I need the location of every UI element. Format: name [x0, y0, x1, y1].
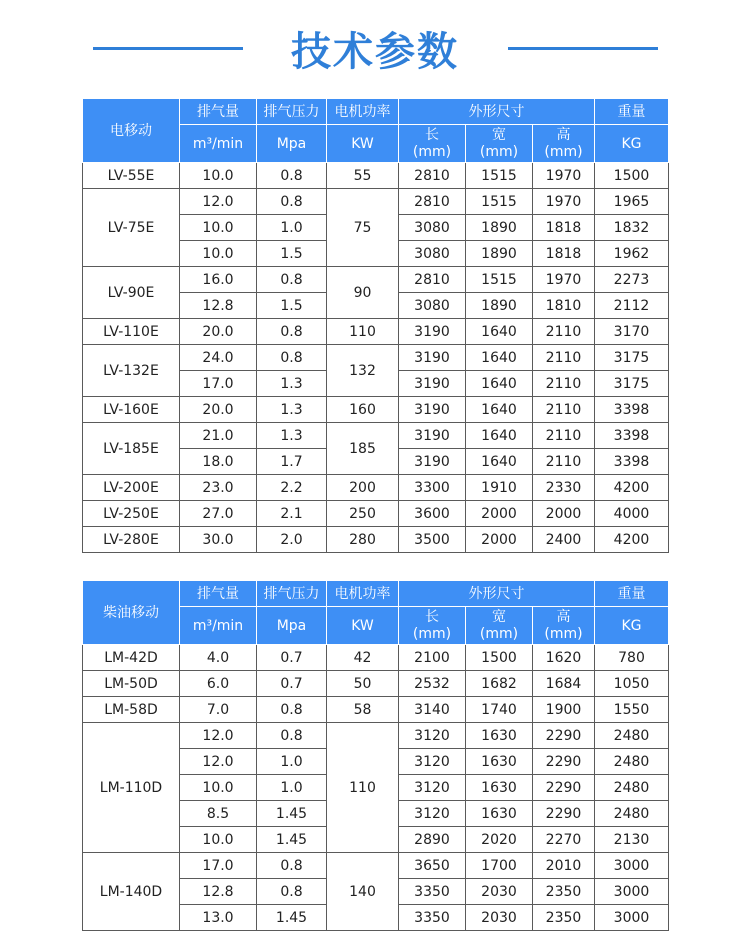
cell-width: 1515: [466, 189, 533, 215]
cell-weight: 2480: [595, 801, 669, 827]
unit-power: KW: [327, 125, 399, 163]
unit-displacement: m³/min: [180, 125, 257, 163]
cell-length: 3350: [399, 879, 466, 905]
cell-motor-power: 75: [327, 189, 399, 267]
table-row: [83, 423, 669, 449]
cell-height: 2290: [533, 801, 595, 827]
cell-height: 2110: [533, 397, 595, 423]
cell-model: LM-42D: [83, 645, 180, 671]
cell-pressure: 1.5: [257, 241, 327, 267]
cell-pressure: 1.0: [257, 215, 327, 241]
table-row: [83, 475, 669, 501]
cell-displacement: 30.0: [180, 527, 257, 553]
cell-displacement: 20.0: [180, 397, 257, 423]
cell-motor-power: 200: [327, 475, 399, 501]
cell-motor-power: 185: [327, 423, 399, 475]
cell-weight: 4000: [595, 501, 669, 527]
cell-model: LV-110E: [83, 319, 180, 345]
cell-length: 2810: [399, 163, 466, 189]
cell-height: 1900: [533, 697, 595, 723]
cell-pressure: 0.8: [257, 723, 327, 749]
cell-pressure: 1.7: [257, 449, 327, 475]
cell-weight: 2480: [595, 775, 669, 801]
cell-length: 3190: [399, 371, 466, 397]
header-width-label: 宽: [492, 608, 506, 625]
cell-width: 1890: [466, 241, 533, 267]
cell-width: 1640: [466, 319, 533, 345]
table-row: [83, 163, 669, 189]
cell-length: 2810: [399, 189, 466, 215]
cell-pressure: 0.7: [257, 645, 327, 671]
header-row: [83, 99, 669, 125]
cell-height: 2110: [533, 449, 595, 475]
cell-pressure: 0.8: [257, 267, 327, 293]
cell-model: LM-50D: [83, 671, 180, 697]
cell-displacement: 21.0: [180, 423, 257, 449]
page-title: 技术参数: [291, 29, 459, 75]
cell-height: 1970: [533, 189, 595, 215]
header-weight: 重量: [595, 581, 669, 607]
cell-displacement: 12.0: [180, 749, 257, 775]
cell-length: 3300: [399, 475, 466, 501]
cell-length: 2100: [399, 645, 466, 671]
cell-weight: 3175: [595, 345, 669, 371]
table-row: [83, 697, 669, 723]
cell-width: 2000: [466, 501, 533, 527]
unit-pressure: Mpa: [257, 607, 327, 645]
cell-height: 2110: [533, 423, 595, 449]
cell-pressure: 1.45: [257, 827, 327, 853]
cell-width: 1515: [466, 267, 533, 293]
cell-height: 1810: [533, 293, 595, 319]
header-length-unit: (mm): [412, 143, 452, 160]
cell-model: LV-55E: [83, 163, 180, 189]
header-dimensions: 外形尺寸: [399, 581, 595, 607]
cell-weight: 3175: [595, 371, 669, 397]
cell-model: LV-185E: [83, 423, 180, 475]
cell-height: 1970: [533, 267, 595, 293]
cell-width: 1890: [466, 215, 533, 241]
cell-width: 2000: [466, 527, 533, 553]
cell-height: 2400: [533, 527, 595, 553]
cell-length: 3080: [399, 293, 466, 319]
cell-motor-power: 42: [327, 645, 399, 671]
cell-motor-power: 280: [327, 527, 399, 553]
cell-motor-power: 55: [327, 163, 399, 189]
cell-pressure: 2.0: [257, 527, 327, 553]
cell-width: 1500: [466, 645, 533, 671]
cell-height: 2350: [533, 879, 595, 905]
cell-pressure: 1.3: [257, 371, 327, 397]
cell-width: 1630: [466, 723, 533, 749]
cell-length: 3350: [399, 905, 466, 931]
header-height: [533, 607, 595, 645]
header-length-unit: (mm): [412, 625, 452, 642]
cell-displacement: 13.0: [180, 905, 257, 931]
table-row: [83, 189, 669, 215]
cell-height: 1818: [533, 241, 595, 267]
cell-pressure: 0.8: [257, 853, 327, 879]
cell-model: LV-160E: [83, 397, 180, 423]
cell-length: 3190: [399, 449, 466, 475]
cell-displacement: 4.0: [180, 645, 257, 671]
table-row: [83, 267, 669, 293]
cell-width: 1515: [466, 163, 533, 189]
cell-length: 3190: [399, 423, 466, 449]
cell-height: 1970: [533, 163, 595, 189]
cell-length: 3120: [399, 749, 466, 775]
cell-height: 2010: [533, 853, 595, 879]
cell-displacement: 17.0: [180, 371, 257, 397]
unit-pressure: Mpa: [257, 125, 327, 163]
cell-weight: 1500: [595, 163, 669, 189]
cell-length: 2532: [399, 671, 466, 697]
cell-width: 1640: [466, 345, 533, 371]
header-length: [399, 607, 466, 645]
cell-motor-power: 250: [327, 501, 399, 527]
cell-weight: 1832: [595, 215, 669, 241]
cell-length: 3140: [399, 697, 466, 723]
header-motor-power: 电机功率: [327, 99, 399, 125]
cell-pressure: 2.2: [257, 475, 327, 501]
cell-width: 1890: [466, 293, 533, 319]
cell-length: 3500: [399, 527, 466, 553]
header-row: [83, 581, 669, 607]
cell-weight: 1550: [595, 697, 669, 723]
table-row: [83, 397, 669, 423]
cell-width: 1640: [466, 397, 533, 423]
cell-length: 3080: [399, 215, 466, 241]
header-width: [466, 607, 533, 645]
header-height-unit: (mm): [544, 143, 583, 160]
electric-mobile-spec-table: [82, 98, 669, 553]
cell-weight: 2273: [595, 267, 669, 293]
cell-length: 3190: [399, 397, 466, 423]
cell-height: 2270: [533, 827, 595, 853]
cell-width: 1640: [466, 371, 533, 397]
cell-width: 1700: [466, 853, 533, 879]
cell-weight: 2112: [595, 293, 669, 319]
cell-height: 2290: [533, 723, 595, 749]
cell-width: 1630: [466, 801, 533, 827]
cell-displacement: 27.0: [180, 501, 257, 527]
page-title-bar: [0, 14, 750, 74]
cell-height: 2000: [533, 501, 595, 527]
cell-motor-power: 90: [327, 267, 399, 319]
cell-pressure: 0.8: [257, 697, 327, 723]
cell-width: 2030: [466, 879, 533, 905]
cell-width: 2020: [466, 827, 533, 853]
cell-height: 1684: [533, 671, 595, 697]
cell-displacement: 20.0: [180, 319, 257, 345]
cell-height: 2110: [533, 345, 595, 371]
unit-displacement: m³/min: [180, 607, 257, 645]
cell-height: 2110: [533, 319, 595, 345]
header-motor-power: 电机功率: [327, 581, 399, 607]
header-displacement: 排气量: [180, 581, 257, 607]
cell-weight: 3000: [595, 905, 669, 931]
cell-displacement: 23.0: [180, 475, 257, 501]
cell-model: LV-200E: [83, 475, 180, 501]
header-width-unit: (mm): [479, 143, 519, 160]
header-width-label: 宽: [492, 126, 506, 143]
cell-pressure: 1.0: [257, 775, 327, 801]
cell-weight: 780: [595, 645, 669, 671]
header-length-label: 长: [425, 608, 439, 625]
table-row: [83, 645, 669, 671]
cell-displacement: 8.5: [180, 801, 257, 827]
header-length: [399, 125, 466, 163]
cell-width: 1630: [466, 775, 533, 801]
cell-displacement: 10.0: [180, 163, 257, 189]
cell-model: LM-110D: [83, 723, 180, 853]
table-row: [83, 319, 669, 345]
cell-pressure: 1.5: [257, 293, 327, 319]
cell-length: 3190: [399, 319, 466, 345]
cell-motor-power: 160: [327, 397, 399, 423]
unit-weight: KG: [595, 125, 669, 163]
cell-model: LV-132E: [83, 345, 180, 397]
cell-pressure: 0.8: [257, 345, 327, 371]
cell-weight: 2480: [595, 749, 669, 775]
cell-width: 1910: [466, 475, 533, 501]
cell-length: 3600: [399, 501, 466, 527]
header-pressure: 排气压力: [257, 99, 327, 125]
cell-displacement: 16.0: [180, 267, 257, 293]
cell-weight: 3398: [595, 423, 669, 449]
header-dimensions: 外形尺寸: [399, 99, 595, 125]
cell-model: LV-90E: [83, 267, 180, 319]
cell-displacement: 12.0: [180, 723, 257, 749]
cell-weight: 1962: [595, 241, 669, 267]
cell-length: 3650: [399, 853, 466, 879]
cell-pressure: 0.7: [257, 671, 327, 697]
cell-length: 3120: [399, 775, 466, 801]
unit-power: KW: [327, 607, 399, 645]
cell-displacement: 7.0: [180, 697, 257, 723]
header-displacement: 排气量: [180, 99, 257, 125]
cell-width: 1740: [466, 697, 533, 723]
cell-motor-power: 132: [327, 345, 399, 397]
cell-length: 2810: [399, 267, 466, 293]
table-row: [83, 527, 669, 553]
cell-motor-power: 58: [327, 697, 399, 723]
cell-pressure: 1.3: [257, 397, 327, 423]
cell-height: 2290: [533, 775, 595, 801]
cell-pressure: 1.45: [257, 801, 327, 827]
cell-weight: 1050: [595, 671, 669, 697]
cell-displacement: 18.0: [180, 449, 257, 475]
cell-height: 2350: [533, 905, 595, 931]
cell-width: 1640: [466, 423, 533, 449]
cell-model: LM-140D: [83, 853, 180, 931]
header-pressure: 排气压力: [257, 581, 327, 607]
title-divider-right: [508, 47, 658, 50]
cell-displacement: 10.0: [180, 215, 257, 241]
header-height: [533, 125, 595, 163]
header-height-label: 高: [556, 126, 571, 143]
cell-height: 1620: [533, 645, 595, 671]
cell-model: LV-280E: [83, 527, 180, 553]
header-height-label: 高: [556, 608, 571, 625]
cell-weight: 1965: [595, 189, 669, 215]
cell-displacement: 12.0: [180, 189, 257, 215]
cell-model: LV-250E: [83, 501, 180, 527]
cell-model: LM-58D: [83, 697, 180, 723]
cell-displacement: 10.0: [180, 241, 257, 267]
header-height-unit: (mm): [544, 625, 583, 642]
cell-displacement: 17.0: [180, 853, 257, 879]
table-row: [83, 501, 669, 527]
cell-width: 2030: [466, 905, 533, 931]
unit-weight: KG: [595, 607, 669, 645]
cell-height: 2330: [533, 475, 595, 501]
cell-displacement: 6.0: [180, 671, 257, 697]
cell-length: 3080: [399, 241, 466, 267]
table-row: [83, 345, 669, 371]
header-length-label: 长: [425, 126, 439, 143]
cell-model: LV-75E: [83, 189, 180, 267]
cell-length: 3120: [399, 723, 466, 749]
cell-length: 2890: [399, 827, 466, 853]
cell-displacement: 24.0: [180, 345, 257, 371]
table-row: [83, 853, 669, 879]
diesel-mobile-spec-table: [82, 580, 669, 931]
cell-height: 1818: [533, 215, 595, 241]
cell-pressure: 1.45: [257, 905, 327, 931]
cell-displacement: 10.0: [180, 827, 257, 853]
cell-weight: 3000: [595, 853, 669, 879]
cell-length: 3190: [399, 345, 466, 371]
cell-pressure: 0.8: [257, 163, 327, 189]
table-category-title: 电移动: [83, 99, 180, 163]
cell-weight: 3398: [595, 449, 669, 475]
cell-displacement: 12.8: [180, 879, 257, 905]
header-weight: 重量: [595, 99, 669, 125]
cell-height: 2290: [533, 749, 595, 775]
cell-weight: 3000: [595, 879, 669, 905]
cell-pressure: 0.8: [257, 879, 327, 905]
cell-pressure: 0.8: [257, 189, 327, 215]
cell-displacement: 12.8: [180, 293, 257, 319]
table-row: [83, 723, 669, 749]
cell-weight: 2480: [595, 723, 669, 749]
cell-weight: 3398: [595, 397, 669, 423]
cell-motor-power: 110: [327, 723, 399, 853]
cell-weight: 4200: [595, 475, 669, 501]
cell-width: 1682: [466, 671, 533, 697]
cell-motor-power: 50: [327, 671, 399, 697]
cell-motor-power: 140: [327, 853, 399, 931]
cell-weight: 2130: [595, 827, 669, 853]
cell-motor-power: 110: [327, 319, 399, 345]
cell-length: 3120: [399, 801, 466, 827]
cell-weight: 4200: [595, 527, 669, 553]
cell-height: 2110: [533, 371, 595, 397]
cell-pressure: 0.8: [257, 319, 327, 345]
table-category-title: 柴油移动: [83, 581, 180, 645]
cell-pressure: 2.1: [257, 501, 327, 527]
cell-width: 1630: [466, 749, 533, 775]
cell-displacement: 10.0: [180, 775, 257, 801]
header-width-unit: (mm): [479, 625, 519, 642]
cell-weight: 3170: [595, 319, 669, 345]
cell-pressure: 1.3: [257, 423, 327, 449]
header-width: [466, 125, 533, 163]
table-row: [83, 671, 669, 697]
cell-pressure: 1.0: [257, 749, 327, 775]
cell-width: 1640: [466, 449, 533, 475]
